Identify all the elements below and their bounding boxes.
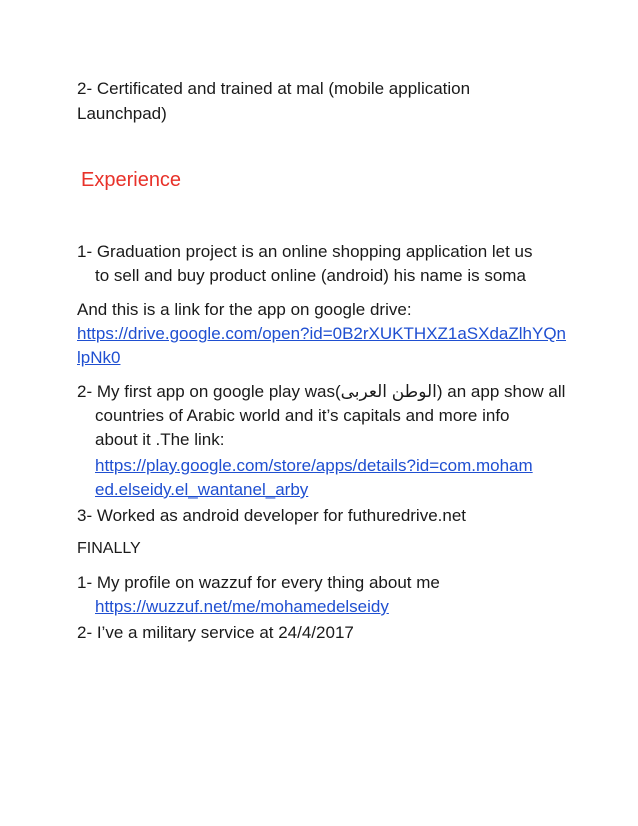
drive-intro: And this is a link for the app on google drive: [77,300,412,319]
cert-item-line1: 2- Certificated and trained at mal (mobile application [77,79,471,98]
wuzzuf-link[interactable]: https://wuzzuf.net/me/mohamedelseidy [95,597,389,616]
finally-item2: 2- I’ve a military service at 24/4/2017 [77,623,354,642]
play-link-line1[interactable]: https://play.google.com/store/apps/details?id=com.moham [95,456,533,475]
experience-item2-line3: about it .The link: [95,430,225,449]
finally-item1-line1: 1- My profile on wazzuf for every thing about me [77,573,440,592]
experience-item2-line2: countries of Arabic world and it’s capitals and more info [95,406,510,425]
play-link-line2[interactable]: ed.elseidy.el_wantanel_arby [95,480,309,499]
experience-item3: 3- Worked as android developer for futhuredrive.net [77,506,467,525]
cert-item-line2: Launchpad) [77,104,167,123]
experience-item2-line1 [77,381,565,403]
experience-heading: Experience [81,169,182,191]
finally-heading: FINALLY [77,540,141,557]
item2-prefix: 2- My first app on google play was( [77,382,341,401]
experience-item1-line2: to sell and buy product online (android) his name is soma [95,266,526,285]
item2-arabic-name: الوطن العربى [340,382,437,401]
item2-suffix: ) an app show all [436,382,566,401]
experience-item1-line1: 1- Graduation project is an online shopping application let us [77,242,533,261]
drive-link-line1[interactable]: https://drive.google.com/open?id=0B2rXUKTHXZ1aSXdaZlhYQn [77,324,567,343]
drive-link-line2[interactable]: lpNk0 [77,348,121,367]
